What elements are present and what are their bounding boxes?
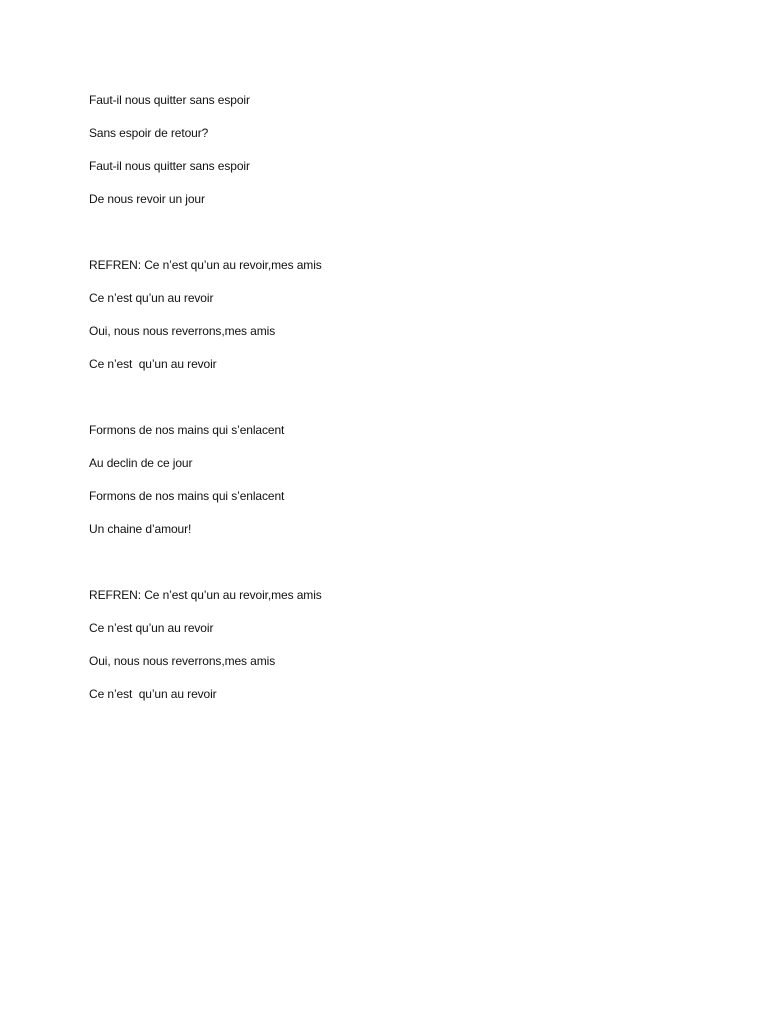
- lyric-line: REFREN: Ce n’est qu’un au revoir,mes amis: [89, 258, 322, 272]
- lyric-line: Oui, nous nous reverrons,mes amis: [89, 324, 276, 338]
- lyric-line: De nous revoir un jour: [89, 192, 205, 206]
- lyric-line: REFREN: Ce n’est qu’un au revoir,mes amis: [89, 588, 322, 602]
- lyric-line: Ce n’est qu’un au revoir: [89, 291, 214, 305]
- stanza-verse-2: [89, 422, 729, 554]
- lyric-line: Faut-il nous quitter sans espoir: [89, 93, 250, 107]
- lyric-line: Formons de nos mains qui s’enlacent: [89, 489, 285, 503]
- lyric-line: Au declin de ce jour: [89, 456, 193, 470]
- lyric-line: Formons de nos mains qui s’enlacent: [89, 423, 285, 437]
- lyric-line: Ce n’est qu’un au revoir: [89, 357, 217, 371]
- lyric-line: Ce n’est qu’un au revoir: [89, 621, 214, 635]
- lyric-line: Faut-il nous quitter sans espoir: [89, 159, 250, 173]
- lyric-line: Sans espoir de retour?: [89, 126, 209, 140]
- lyric-line: Ce n’est qu’un au revoir: [89, 687, 217, 701]
- stanza-refrain-1: [89, 257, 729, 389]
- lyric-line: Oui, nous nous reverrons,mes amis: [89, 654, 276, 668]
- stanza-verse-1: [89, 92, 729, 224]
- lyrics-text: [89, 92, 729, 719]
- lyric-line: Un chaine d’amour!: [89, 522, 192, 536]
- stanza-refrain-2: [89, 587, 729, 719]
